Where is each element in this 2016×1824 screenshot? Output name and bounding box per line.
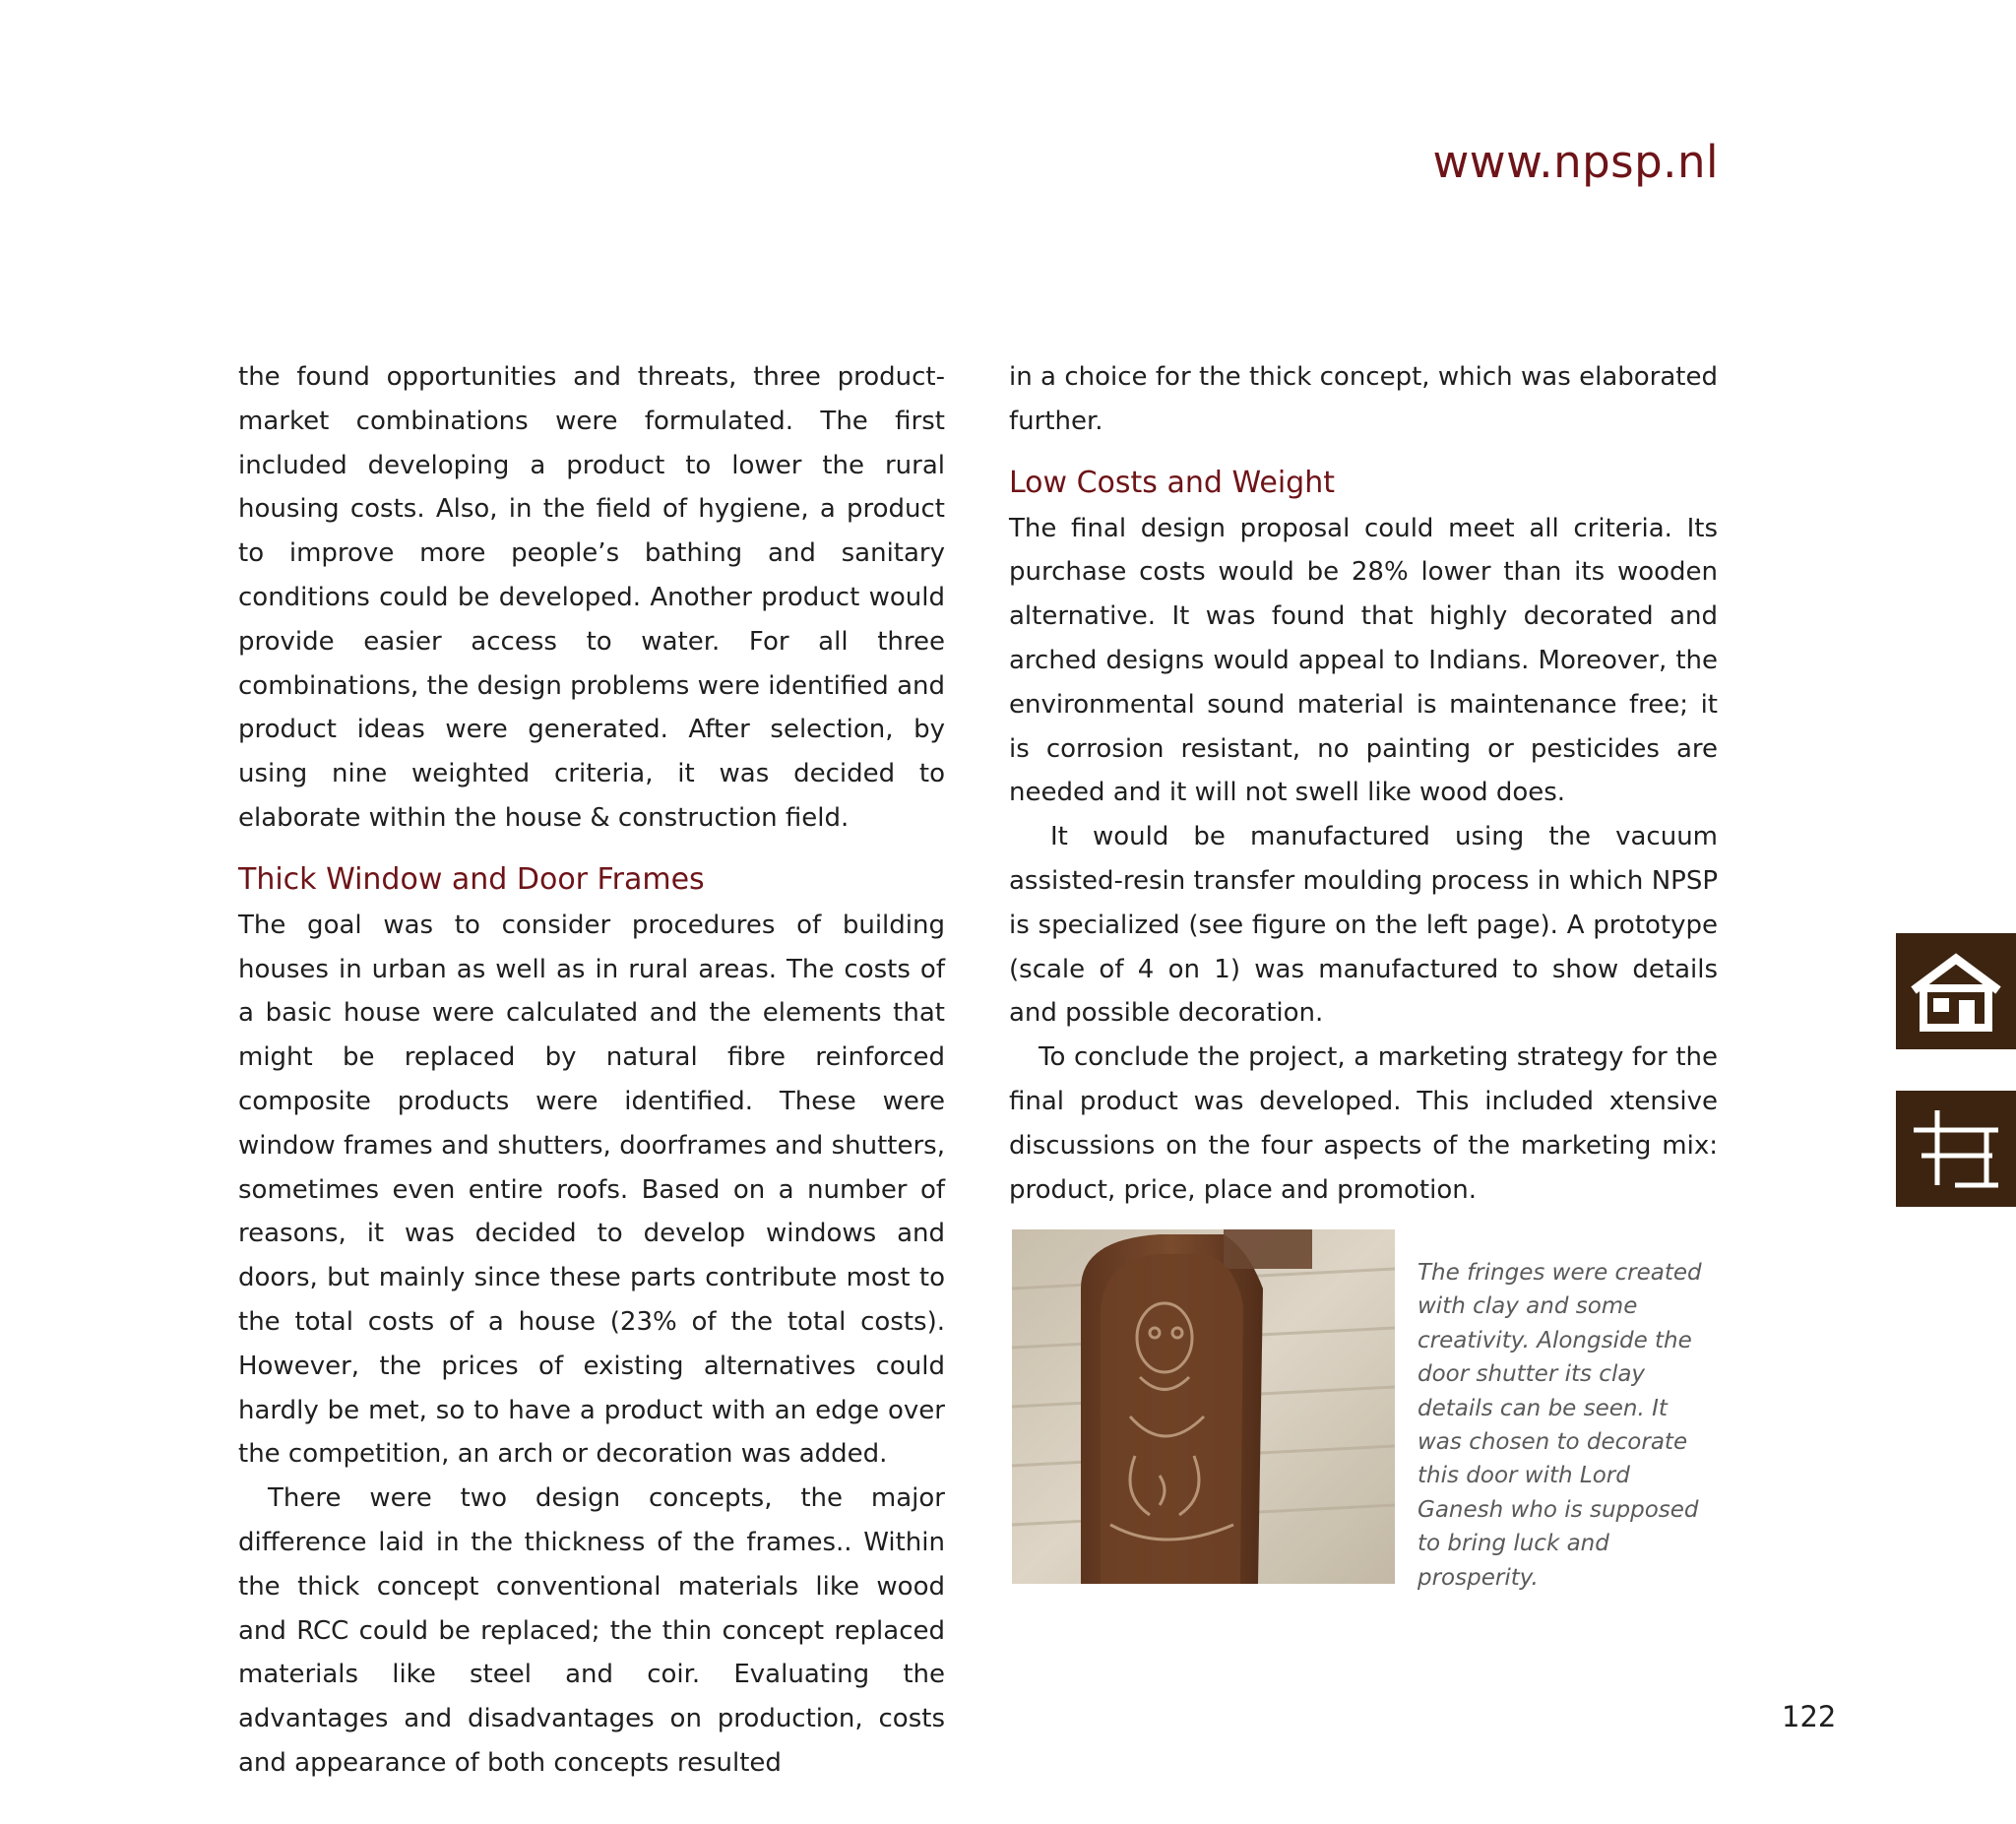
section-heading: Low Costs and Weight bbox=[1009, 465, 1335, 500]
frame-icon bbox=[1896, 1091, 2016, 1207]
paragraph: It would be manufactured using the vacuum assisted-resin transfer moulding process in which NPSP is specialized (see figure on the left page). A prototype (scale of 4 on 1) was manufactured to show details and possible decoration. bbox=[1009, 822, 1718, 1029]
page-number: 122 bbox=[1782, 1700, 1837, 1733]
door-shutter-photo bbox=[1012, 1229, 1395, 1584]
figure-caption: The fringes were created with clay and some creativity. Alongside the door shutter its clay details can be seen. It was chosen to decorate this door with Lord Ganesh who is supposed to bring luck and prosperity. bbox=[1418, 1260, 1702, 1591]
house-tab[interactable] bbox=[1896, 933, 2016, 1049]
right-column bbox=[1009, 355, 1718, 1212]
house-icon bbox=[1896, 933, 2016, 1049]
paragraph: the found opportunities and threats, three product-market combinations were formulated. The first included developing a product to lower the rural housing costs. Also, in the field of hygiene, a product to improve more people’s bathing and sanitary conditions could be developed. Another product would provide easier access to water. For all three combinations, the design problems were identified and product ideas were generated. After selection, by using nine weighted criteria, it was decided to elaborate within the house & construction field. bbox=[238, 362, 945, 833]
paragraph: The final design proposal could meet all criteria. Its purchase costs would be 28% lower than its wooden alternative. It was found that highly decorated and arched designs would appeal to Indians. Moreover, the environmental sound material is maintenance free; it is corrosion resistant, no painting or pesticides are needed and it will not swell like wood does. bbox=[1009, 513, 1718, 808]
frame-tab[interactable] bbox=[1896, 1091, 2016, 1207]
paragraph: in a choice for the thick concept, which was elaborated further. bbox=[1009, 362, 1718, 436]
section-heading: Thick Window and Door Frames bbox=[238, 861, 705, 897]
paragraph: There were two design concepts, the major difference laid in the thickness of the frames.. Within the thick concept conventional materials like wood and RCC could be replaced; the thin concept replaced materials like steel and coir. Evaluating the advantages and disadvantages on production, costs and appearance of both concepts resulted bbox=[238, 1483, 945, 1778]
door-shutter-illustration bbox=[1012, 1229, 1395, 1584]
site-url: www.npsp.nl bbox=[1432, 136, 1719, 188]
paragraph: The goal was to consider procedures of building houses in urban as well as in rural areas. The costs of a basic house were calculated and the elements that might be replaced by natural fibre reinforced composite products were identified. These were window frames and shutters, doorframes and shutters, sometimes even entire roofs. Based on a number of reasons, it was decided to develop windows and doors, but mainly since these parts contribute most to the total costs of a house (23% of the total costs). However, the prices of existing alternatives could hardly be met, so to have a product with an edge over the competition, an arch or decoration was added. bbox=[238, 910, 945, 1470]
paragraph: To conclude the project, a marketing strategy for the final product was developed. This included xtensive discussions on the four aspects of the marketing mix: product, price, place and promotion. bbox=[1009, 1042, 1718, 1205]
left-column bbox=[238, 355, 945, 1786]
